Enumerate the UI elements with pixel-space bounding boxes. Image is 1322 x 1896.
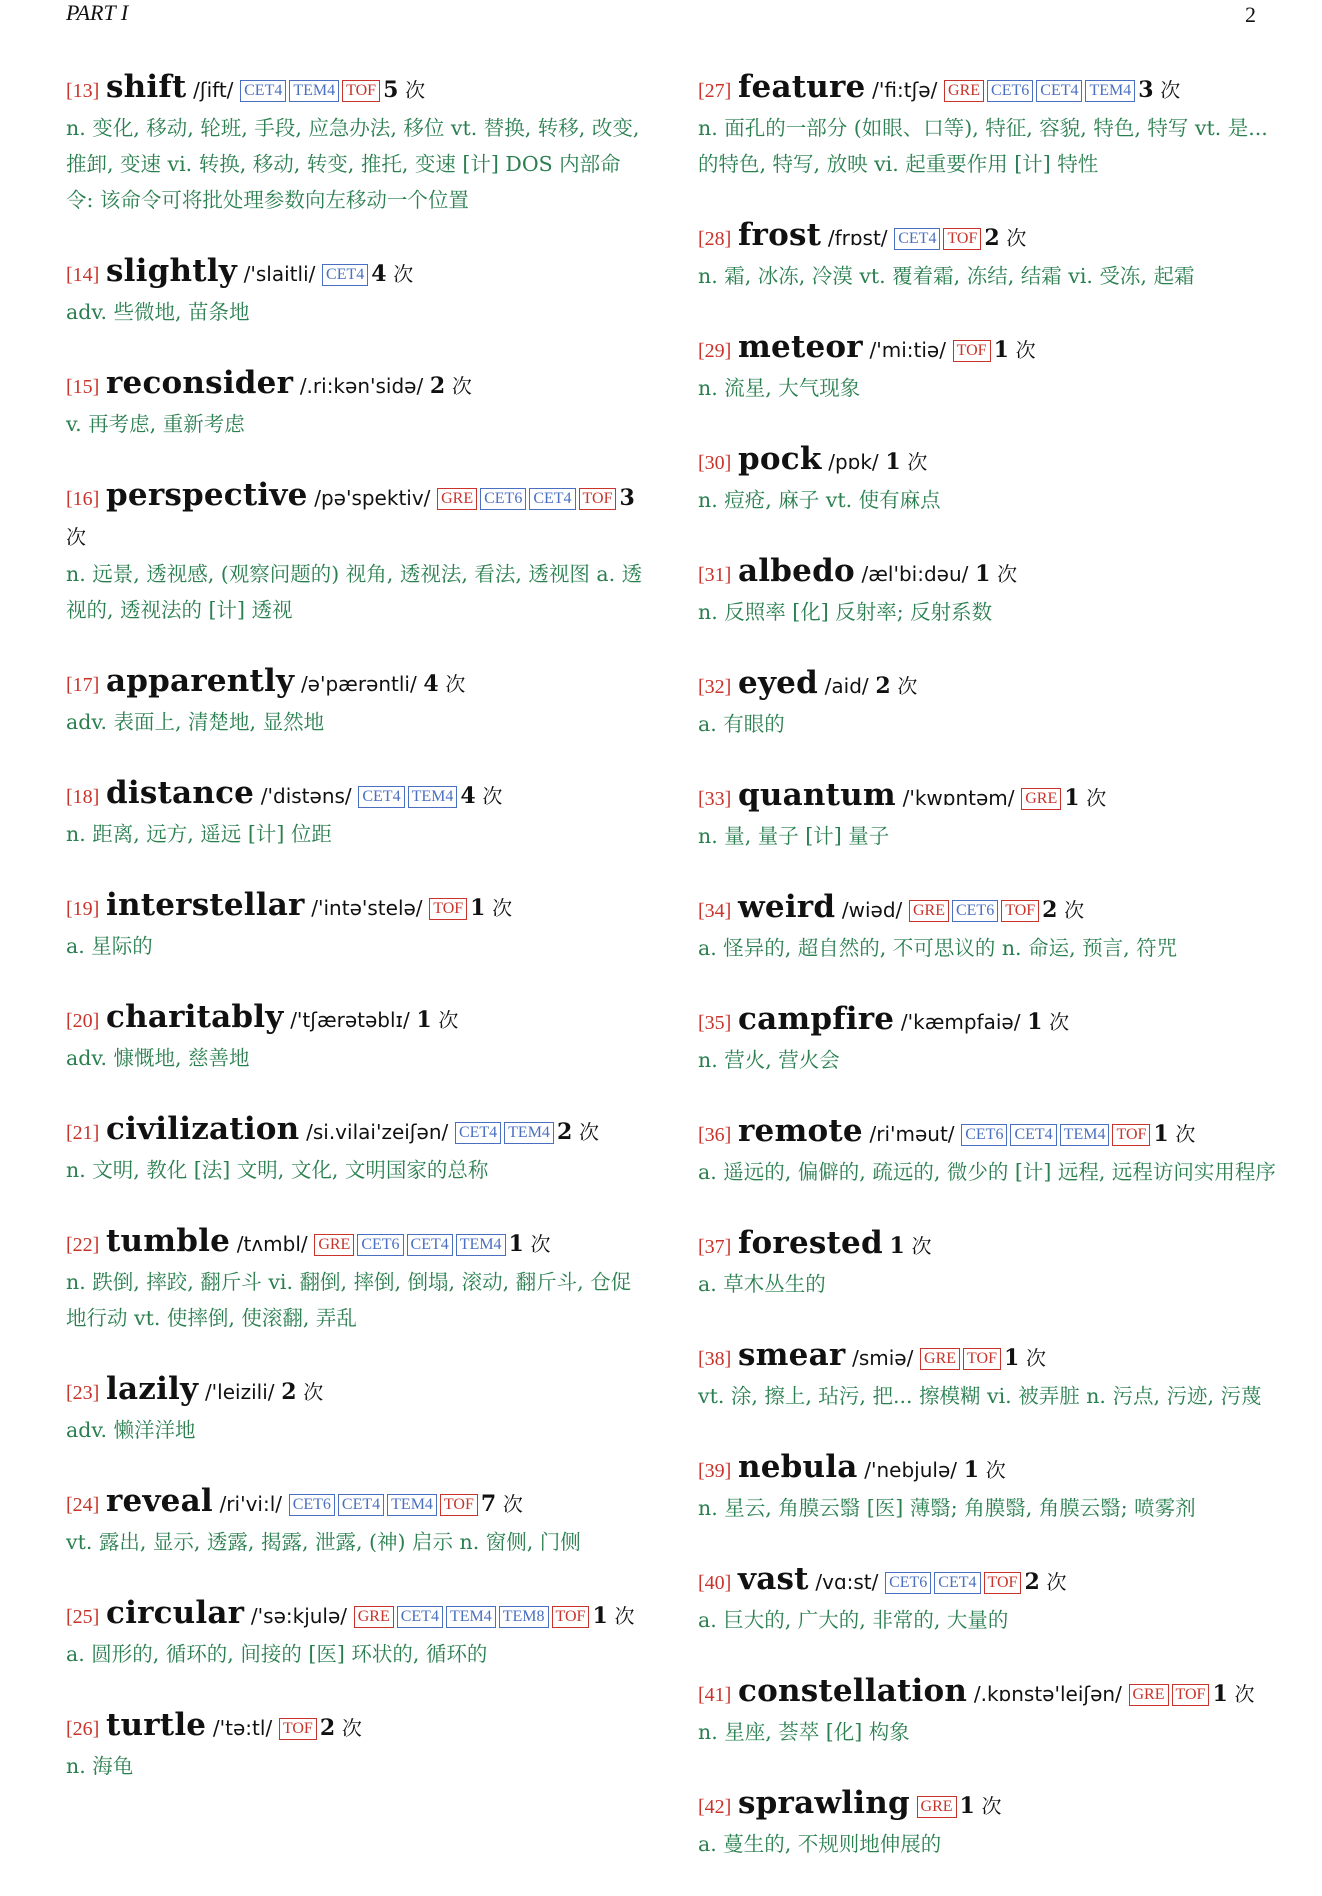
phonetic: /ri'məut/ [869, 1122, 955, 1146]
definition: a. 星际的 [66, 934, 153, 958]
entry-head [66, 1370, 644, 1412]
definition: a. 怪异的, 超自然的, 不可思议的 n. 命运, 预言, 符咒 [698, 936, 1178, 960]
phonetic: /frɒst/ [827, 226, 888, 250]
entry-index: [21] [66, 1122, 100, 1144]
entry-index: [16] [66, 488, 100, 510]
occurrence-count: 3 [1138, 77, 1154, 103]
definition: n. 文明, 教化 [法] 文明, 文化, 文明国家的总称 [66, 1158, 489, 1182]
vocab-entry [698, 1560, 1278, 1638]
definition: adv. 表面上, 清楚地, 显然地 [66, 710, 325, 734]
vocab-entry [698, 1112, 1278, 1190]
exam-tag: TEM4 [1060, 1124, 1110, 1146]
occurrence-count: 2 [429, 373, 446, 399]
exam-tag: TEM4 [1085, 80, 1135, 102]
phonetic: /'distəns/ [260, 784, 352, 808]
definition: vt. 露出, 显示, 透露, 揭露, 泄露, (神) 启示 n. 窗侧, 门侧 [66, 1530, 581, 1554]
occurrence-unit: 次 [1046, 1570, 1067, 1594]
headword: pock [738, 441, 822, 477]
entry-head [66, 252, 644, 294]
definition: n. 跌倒, 摔跤, 翻斤斗 vi. 翻倒, 摔倒, 倒塌, 滚动, 翻斤斗, 仓促地行动 vt. 使摔倒, 使滚翻, 弄乱 [66, 1270, 632, 1330]
definition: n. 量, 量子 [计] 量子 [698, 824, 890, 848]
vocab-entry [698, 328, 1278, 406]
entry-head [66, 1594, 644, 1636]
headword: frost [738, 217, 822, 253]
entry-index: [23] [66, 1382, 100, 1404]
exam-tag: TEM4 [446, 1606, 496, 1628]
exam-tag: TEM8 [499, 1606, 549, 1628]
headword: shift [106, 69, 187, 105]
phonetic: /'kæmpfaiə/ [900, 1010, 1021, 1034]
exam-tag: TOF [963, 1348, 1001, 1370]
entry-index: [17] [66, 674, 100, 696]
occurrence-unit: 次 [482, 784, 503, 808]
occurrence-count: 1 [592, 1603, 608, 1629]
occurrence-unit: 次 [445, 672, 466, 696]
definition: n. 霜, 冰冻, 冷漠 vt. 覆着霜, 冻结, 结霜 vi. 受冻, 起霜 [698, 264, 1195, 288]
definition: n. 海龟 [66, 1754, 134, 1778]
exam-tag: TOF [552, 1606, 590, 1628]
entry-index: [27] [698, 80, 732, 102]
entry-index: [32] [698, 676, 732, 698]
right-column [698, 68, 1278, 1896]
vocab-entry [66, 1594, 644, 1672]
headword: interstellar [106, 887, 305, 923]
entry-index: [28] [698, 228, 732, 250]
exam-tag: TOF [943, 228, 981, 250]
occurrence-unit: 次 [614, 1604, 635, 1628]
phonetic: /pə'spektiv/ [314, 486, 431, 510]
occurrence-unit: 次 [911, 1234, 932, 1258]
entry-head [66, 68, 644, 110]
entry-index: [26] [66, 1718, 100, 1740]
exam-tag: CET4 [397, 1606, 443, 1628]
exam-tag: GRE [1129, 1684, 1169, 1706]
definition: n. 营火, 营火会 [698, 1048, 840, 1072]
entry-index: [19] [66, 898, 100, 920]
vocab-entry [66, 774, 644, 852]
phonetic: /'tə:tl/ [212, 1716, 273, 1740]
phonetic: /pɒk/ [828, 450, 879, 474]
headword: civilization [106, 1111, 300, 1147]
vocab-entry [698, 1224, 1278, 1302]
exam-tag: GRE [917, 1796, 957, 1818]
definition: a. 草木丛生的 [698, 1272, 826, 1296]
occurrence-unit: 次 [66, 525, 86, 549]
entry-head [698, 888, 1278, 930]
entry-head [698, 1224, 1278, 1266]
occurrence-count: 1 [889, 1233, 905, 1259]
vocab-entry [66, 252, 644, 330]
entry-head [698, 328, 1278, 370]
occurrence-unit: 次 [341, 1716, 362, 1740]
headword: sprawling [738, 1785, 910, 1821]
exam-tag: CET6 [357, 1234, 403, 1256]
vocab-entry [698, 440, 1278, 518]
exam-tag: GRE [437, 488, 477, 510]
occurrence-count: 1 [1003, 1345, 1020, 1371]
occurrence-unit: 次 [897, 674, 918, 698]
entry-head [66, 476, 644, 556]
definition: n. 痘疮, 麻子 vt. 使有麻点 [698, 488, 941, 512]
headword: nebula [738, 1449, 858, 1485]
vocab-entry [66, 1110, 644, 1188]
occurrence-unit: 次 [1006, 226, 1027, 250]
exam-tag: CET4 [934, 1572, 980, 1594]
occurrence-unit: 次 [1025, 1346, 1046, 1370]
exam-tag: CET4 [322, 264, 368, 286]
exam-tag: CET4 [358, 786, 404, 808]
exam-tag: TOF [279, 1718, 317, 1740]
headword: charitably [106, 999, 284, 1035]
headword: vast [738, 1561, 809, 1597]
entry-index: [30] [698, 452, 732, 474]
entry-index: [18] [66, 786, 100, 808]
entry-head [698, 440, 1278, 482]
definition: n. 距离, 远方, 遥远 [计] 位距 [66, 822, 332, 846]
entry-head [698, 1336, 1278, 1378]
occurrence-count: 1 [963, 1457, 979, 1483]
phonetic: /'nebjulə/ [864, 1458, 957, 1482]
exam-tag: CET4 [529, 488, 575, 510]
entry-head [698, 1672, 1278, 1714]
phonetic: /ʃift/ [193, 78, 234, 102]
exam-tag: CET6 [987, 80, 1033, 102]
occurrence-count: 1 [508, 1231, 524, 1257]
exam-tag: GRE [1021, 788, 1061, 810]
definition: a. 蔓生的, 不规则地伸展的 [698, 1832, 942, 1856]
occurrence-count: 1 [416, 1007, 432, 1033]
vocab-entry [698, 776, 1278, 854]
phonetic: /ə'pærəntli/ [300, 672, 417, 696]
occurrence-count: 1 [470, 895, 486, 921]
headword: meteor [738, 329, 863, 365]
phonetic: /vɑ:st/ [815, 1570, 879, 1594]
occurrence-count: 1 [1153, 1121, 1169, 1147]
headword: albedo [738, 553, 855, 589]
exam-tag: TEM4 [408, 786, 458, 808]
occurrence-count: 7 [480, 1491, 497, 1517]
entry-index: [20] [66, 1010, 100, 1032]
occurrence-unit: 次 [578, 1120, 599, 1144]
exam-tag: CET6 [961, 1124, 1007, 1146]
entry-head [698, 664, 1278, 706]
headword: slightly [106, 253, 237, 289]
entry-index: [25] [66, 1606, 100, 1628]
occurrence-count: 4 [423, 671, 439, 697]
exam-tag: TEM4 [504, 1122, 554, 1144]
vocab-entry [66, 364, 644, 442]
entry-index: [34] [698, 900, 732, 922]
exam-tag: TEM4 [387, 1494, 437, 1516]
occurrence-count: 2 [984, 225, 1000, 251]
definition: vt. 涂, 擦上, 玷污, 把... 擦模糊 vi. 被弄脏 n. 污点, 污迹, 污蔑 [698, 1384, 1262, 1408]
exam-tag: TEM4 [289, 80, 339, 102]
entry-index: [33] [698, 788, 732, 810]
occurrence-count: 4 [371, 261, 387, 287]
exam-tag: GRE [909, 900, 949, 922]
vocab-entry [66, 1222, 644, 1336]
headword: turtle [106, 1707, 207, 1743]
exam-tag: CET4 [1010, 1124, 1056, 1146]
occurrence-count: 2 [1042, 897, 1058, 923]
definition: n. 远景, 透视感, (观察问题的) 视角, 透视法, 看法, 透视图 a. 透视的, 透视法的 [计] 透视 [66, 562, 643, 622]
definition: adv. 慷慨地, 慈善地 [66, 1046, 250, 1070]
exam-tag: TOF [440, 1494, 478, 1516]
entry-index: [22] [66, 1234, 100, 1256]
exam-tag: CET4 [455, 1122, 501, 1144]
exam-tag: GRE [314, 1234, 354, 1256]
vocab-entry [66, 476, 644, 628]
entry-index: [15] [66, 376, 100, 398]
phonetic: /'fi:tʃə/ [872, 78, 938, 102]
occurrence-count: 1 [1027, 1009, 1043, 1035]
exam-tag: CET4 [338, 1494, 384, 1516]
occurrence-count: 2 [556, 1119, 573, 1145]
headword: perspective [106, 477, 308, 513]
exam-tag: CET6 [480, 488, 526, 510]
occurrence-count: 1 [993, 337, 1009, 363]
entry-head [66, 1222, 644, 1264]
entry-index: [14] [66, 264, 100, 286]
occurrence-count: 2 [319, 1715, 336, 1741]
exam-tag: TOF [1001, 900, 1039, 922]
occurrence-unit: 次 [492, 896, 513, 920]
exam-tag: TOF [953, 340, 991, 362]
vocab-entry [698, 1000, 1278, 1078]
entry-head [66, 1482, 644, 1524]
definition: n. 星云, 角膜云翳 [医] 薄翳; 角膜翳, 角膜云翳; 喷雾剂 [698, 1496, 1196, 1520]
entry-head [698, 1112, 1278, 1154]
phonetic: /'kwɒntəm/ [902, 786, 1015, 810]
phonetic: /wiəd/ [841, 898, 903, 922]
occurrence-unit: 次 [530, 1232, 551, 1256]
phonetic: /tʌmbl/ [236, 1232, 308, 1256]
entry-index: [35] [698, 1012, 732, 1034]
phonetic: /'sə:kjulə/ [250, 1604, 348, 1628]
occurrence-count: 2 [875, 673, 891, 699]
entry-index: [29] [698, 340, 732, 362]
exam-tag: TOF [579, 488, 617, 510]
occurrence-unit: 次 [1086, 786, 1107, 810]
vocab-entry [66, 886, 644, 964]
occurrence-count: 1 [885, 449, 901, 475]
vocab-entry [698, 888, 1278, 966]
entry-index: [31] [698, 564, 732, 586]
exam-tag: TOF [429, 898, 467, 920]
occurrence-unit: 次 [303, 1380, 324, 1404]
exam-tag: CET4 [1036, 80, 1082, 102]
occurrence-unit: 次 [502, 1492, 523, 1516]
occurrence-count: 3 [619, 485, 635, 511]
definition: n. 变化, 移动, 轮班, 手段, 应急办法, 移位 vt. 替换, 转移, 改变, 推卸, 变速 vi. 转换, 移动, 转变, 推托, 变速 [计] DOS 内部命令: 该命令可将批处理参数向左移动一个位置 [66, 116, 640, 212]
entry-head [66, 1110, 644, 1152]
entry-index: [42] [698, 1796, 732, 1818]
page-number: 2 [1245, 2, 1256, 27]
phonetic: /'intə'stelə/ [311, 896, 423, 920]
headword: reveal [106, 1483, 213, 1519]
headword: smear [738, 1337, 846, 1373]
exam-tag: TEM4 [456, 1234, 506, 1256]
headword: campfire [738, 1001, 895, 1037]
occurrence-unit: 次 [1064, 898, 1085, 922]
phonetic: /.kɒnstə'leiʃən/ [973, 1682, 1122, 1706]
exam-tag: CET4 [894, 228, 940, 250]
headword: quantum [738, 777, 896, 813]
occurrence-unit: 次 [985, 1458, 1006, 1482]
exam-tag: CET6 [885, 1572, 931, 1594]
vocab-entry [698, 552, 1278, 630]
entry-head [66, 998, 644, 1040]
occurrence-count: 1 [959, 1793, 975, 1819]
vocab-entry [698, 664, 1278, 742]
entry-index: [41] [698, 1684, 732, 1706]
definition: a. 有眼的 [698, 712, 785, 736]
headword: lazily [106, 1371, 199, 1407]
entry-index: [13] [66, 80, 100, 102]
exam-tag: TOF [984, 1572, 1022, 1594]
vocab-entry [698, 68, 1278, 182]
occurrence-unit: 次 [907, 450, 928, 474]
headword: reconsider [106, 365, 294, 401]
entry-index: [40] [698, 1572, 732, 1594]
occurrence-unit: 次 [1234, 1682, 1255, 1706]
exam-tag: GRE [944, 80, 984, 102]
entry-index: [38] [698, 1348, 732, 1370]
part-label: PART I [66, 0, 129, 25]
entry-head [698, 552, 1278, 594]
phonetic: /'mi:tiə/ [869, 338, 946, 362]
headword: tumble [106, 1223, 231, 1259]
headword: remote [738, 1113, 863, 1149]
entry-head [66, 662, 644, 704]
definition: a. 巨大的, 广大的, 非常的, 大量的 [698, 1608, 1009, 1632]
exam-tag: CET6 [952, 900, 998, 922]
phonetic: /æl'bi:dəu/ [861, 562, 969, 586]
entry-head [66, 774, 644, 816]
vocab-entry [66, 1482, 644, 1560]
left-column [66, 68, 644, 1818]
vocab-entry [66, 998, 644, 1076]
headword: eyed [738, 665, 818, 701]
occurrence-unit: 次 [1049, 1010, 1070, 1034]
occurrence-count: 4 [460, 783, 476, 809]
occurrence-unit: 次 [1175, 1122, 1196, 1146]
occurrence-count: 2 [1024, 1569, 1040, 1595]
definition: adv. 些微地, 苗条地 [66, 300, 250, 324]
entry-index: [36] [698, 1124, 732, 1146]
exam-tag: CET4 [407, 1234, 453, 1256]
headword: constellation [738, 1673, 968, 1709]
occurrence-count: 1 [1212, 1681, 1228, 1707]
vocab-entry [66, 662, 644, 740]
exam-tag: GRE [354, 1606, 394, 1628]
definition: a. 圆形的, 循环的, 间接的 [医] 环状的, 循环的 [66, 1642, 488, 1666]
entry-index: [24] [66, 1494, 100, 1516]
definition: n. 星座, 荟萃 [化] 构象 [698, 1720, 910, 1744]
occurrence-unit: 次 [997, 562, 1018, 586]
definition: n. 反照率 [化] 反射率; 反射系数 [698, 600, 993, 624]
phonetic: /si.vilai'zeiʃən/ [306, 1120, 449, 1144]
entry-head [698, 1784, 1278, 1826]
phonetic: /.ri:kən'sidə/ [299, 374, 424, 398]
entry-head [66, 364, 644, 406]
occurrence-unit: 次 [405, 78, 426, 102]
phonetic: /'slaitli/ [243, 262, 316, 286]
phonetic: /'leizili/ [204, 1380, 275, 1404]
vocab-entry [66, 68, 644, 218]
headword: forested [738, 1225, 883, 1261]
phonetic: /ri'vi:l/ [219, 1492, 283, 1516]
running-head [66, 0, 1256, 30]
occurrence-unit: 次 [1015, 338, 1036, 362]
occurrence-count: 1 [975, 561, 991, 587]
definition: v. 再考虑, 重新考虑 [66, 412, 245, 436]
occurrence-unit: 次 [438, 1008, 459, 1032]
definition: adv. 懒洋洋地 [66, 1418, 196, 1442]
definition: n. 流星, 大气现象 [698, 376, 861, 400]
phonetic: /'tʃærətəblɪ/ [290, 1008, 410, 1032]
occurrence-unit: 次 [393, 262, 414, 286]
entry-head [698, 1000, 1278, 1042]
entry-head [698, 1560, 1278, 1602]
headword: distance [106, 775, 255, 811]
headword: weird [738, 889, 836, 925]
entry-head [66, 886, 644, 928]
headword: circular [106, 1595, 245, 1631]
exam-tag: TOF [1112, 1124, 1150, 1146]
entry-head [66, 1706, 644, 1748]
definition: n. 面孔的一部分 (如眼、口等), 特征, 容貌, 特色, 特写 vt. 是... 的特色, 特写, 放映 vi. 起重要作用 [计] 特性 [698, 116, 1268, 176]
definition: a. 遥远的, 偏僻的, 疏远的, 微少的 [计] 远程, 远程访问实用程序 [698, 1160, 1276, 1184]
vocab-entry [698, 1784, 1278, 1862]
occurrence-unit: 次 [1160, 78, 1181, 102]
headword: apparently [106, 663, 295, 699]
phonetic: /aid/ [824, 674, 869, 698]
exam-tag: CET6 [289, 1494, 335, 1516]
entry-head [698, 1448, 1278, 1490]
vocab-entry [698, 216, 1278, 294]
occurrence-count: 1 [1064, 785, 1080, 811]
entry-index: [37] [698, 1236, 732, 1258]
entry-head [698, 68, 1278, 110]
headword: feature [738, 69, 866, 105]
entry-head [698, 776, 1278, 818]
exam-tag: GRE [920, 1348, 960, 1370]
vocab-entry [66, 1370, 644, 1448]
vocab-entry [66, 1706, 644, 1784]
occurrence-unit: 次 [451, 374, 472, 398]
exam-tag: TOF [1172, 1684, 1210, 1706]
vocab-entry [698, 1672, 1278, 1750]
entry-index: [39] [698, 1460, 732, 1482]
occurrence-count: 5 [383, 77, 399, 103]
exam-tag: CET4 [240, 80, 286, 102]
vocab-entry [698, 1448, 1278, 1526]
phonetic: /smiə/ [852, 1346, 914, 1370]
vocab-entry [698, 1336, 1278, 1414]
exam-tag: TOF [342, 80, 380, 102]
occurrence-unit: 次 [981, 1794, 1002, 1818]
entry-head [698, 216, 1278, 258]
occurrence-count: 2 [281, 1379, 297, 1405]
